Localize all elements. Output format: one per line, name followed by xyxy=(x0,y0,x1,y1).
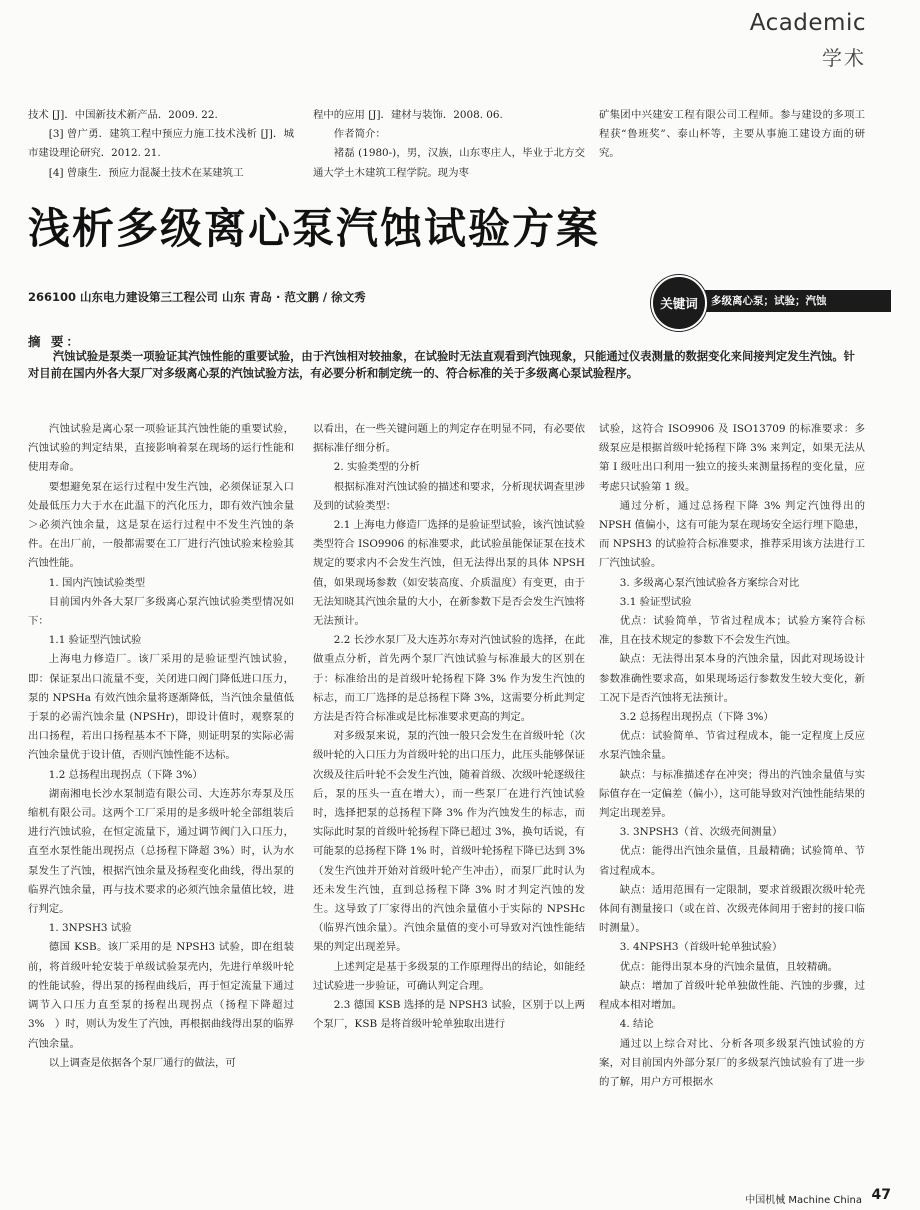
keywords-bar xyxy=(691,290,891,312)
paragraph: 优点：能得出泵本身的汽蚀余量值，且较精确。 xyxy=(619,960,838,973)
paragraph: 缺点：与标准描述存在冲突；得出的汽蚀余量值与实际值存在一定偏差（偏小），这可能导致对汽蚀性能结果的判定出现差异。 xyxy=(599,768,865,820)
paragraph: 汽蚀试验是离心泵一项验证其汽蚀性能的重要试验，汽蚀试验的判定结果，直接影响着泵在现场的运行性能和使用寿命。 xyxy=(28,423,294,474)
section-heading: 4. 结论 xyxy=(619,1018,654,1031)
paragraph: 对多级泵来说，泵的汽蚀一般只会发生在首级叶轮（次级叶轮的入口压力为首级叶轮的出口压力，此压头能够保证次级及往后叶轮不会发生汽蚀，随着首级、次级叶轮逐级往后，泵的压头一直在增大），而一些泵厂在进行汽蚀试验时，选择把泵的总扬程下降 3% 作为汽蚀发生的标志，而实际此时泵的首级叶轮扬程下降已超过 3%，换句话说，有可能泵的总扬程下降 1% 时，首级叶轮扬程下降已达到 3%（发生汽蚀并开始对首级叶轮产生冲击），而泵厂此时认为还未发生汽蚀，直到总扬程下降 3% 时才判定汽蚀的发生。这导致了厂家得出的汽蚀余量值小于实际的 NPSHc（临界汽蚀余量）。汽蚀余量值的变小可导致对汽蚀性能结果的判定出现差异。 xyxy=(313,730,585,954)
section-heading: 1.2 总扬程出现拐点（下降 3%） xyxy=(48,768,203,781)
abstract-label: 摘 要： xyxy=(28,334,82,349)
section-heading: 2. 实验类型的分析 xyxy=(333,461,420,474)
paragraph: 优点：能得出汽蚀余量值，且最精确；试验简单、节省过程成本。 xyxy=(599,845,865,877)
ref-line: 技术 [J]．中国新技术新产品．2009. 22. xyxy=(28,109,218,121)
paragraph: 优点：试验简单，节省过程成本；试验方案符合标准，且在技术规定的参数下不会发生汽蚀。 xyxy=(599,615,865,647)
body-col1 xyxy=(28,420,294,1073)
paragraph: 2.2 长沙水泵厂及大连苏尔寿对汽蚀试验的选择，在此做重点分析，首先两个泵厂汽蚀试验与标准最大的区别在于：标准给出的是首级叶轮扬程下降 3% 作为发生汽蚀的标志，而工厂选择的是总扬程下降 3%，这需要分析此判定方法是否符合标准或是比标准要求更高的判定。 xyxy=(313,634,585,724)
article-title: 浅析多级离心泵汽蚀试验方案 xyxy=(28,204,601,253)
section-heading: 3. 3NPSH3（首、次级壳间测量） xyxy=(619,826,783,839)
paragraph: 以上调查是依据各个泵厂通行的做法，可 xyxy=(48,1056,236,1069)
body-col2 xyxy=(313,420,585,1035)
paragraph: 以看出，在一些关键问题上的判定存在明显不同，有必要依据标准仔细分析。 xyxy=(313,423,585,455)
section-heading: 1. 国内汽蚀试验类型 xyxy=(48,576,146,589)
paragraph: 缺点：增加了首级叶轮单独做性能、汽蚀的步骤，过程成本相对增加。 xyxy=(599,979,865,1012)
paragraph: 湖南湘电长沙水泵制造有限公司、大连苏尔寿泵及压缩机有限公司。这两个工厂采用的是多级叶轮全部组装后进行汽蚀试验，在恒定流量下，通过调节阀门入口压力，直至水泵性能出现拐点（总扬程下降超 3%）时，认为水泵发生了汽蚀，根据汽蚀余量及扬程变化曲线，得出泵的临界汽蚀余量，再与技术要求的必须汽蚀余量值比较，进行判定。 xyxy=(28,787,294,916)
section-heading: 3. 4NPSH3（首级叶轮单独试验） xyxy=(619,941,783,954)
paragraph: 目前国内外各大泵厂多级离心泵汽蚀试验类型情况如下： xyxy=(28,595,294,628)
page-number: 47 xyxy=(871,1187,891,1203)
abstract-text: 汽蚀试验是泵类一项验证其汽蚀性能的重要试验，由于汽蚀相对较抽象，在试验时无法直观看到汽蚀现象，只能通过仪表测量的数据变化来间接判定发生汽蚀。针对目前在国内外各大泵厂对多级离心泵的汽蚀试验方法，有必要分析和制定统一的、符合标准的关于多级离心泵试验程序。 xyxy=(28,350,855,380)
paragraph: 优点：试验简单、节省过程成本，能一定程度上反应水泵汽蚀余量。 xyxy=(599,730,865,762)
keywords-text: 多级离心泵；试验；汽蚀 xyxy=(711,295,827,307)
paragraph: 要想避免泵在运行过程中发生汽蚀，必须保证泵入口处最低压力大于水在此温下的汽化压力，即有效汽蚀余量＞必须汽蚀余量，这是泵在运行过程中不发生汽蚀的条件。在出厂前，一般都需要在工厂进行汽蚀试验来检验其汽蚀性能。 xyxy=(28,480,294,570)
ref-line: 程中的应用 [J]．建材与装饰．2008. 06. xyxy=(313,109,503,121)
section-label-en: Academic xyxy=(749,10,866,36)
top-refs-col2 xyxy=(313,106,585,183)
author-intro: 褚磊 (1980-)，男，汉族，山东枣庄人，毕业于北方交通大学土木建筑工程学院。现为枣 xyxy=(313,147,585,179)
paragraph: 上海电力修造厂。该厂采用的是验证型汽蚀试验，即：保证泵出口流量不变，关闭进口阀门降低进口压力，泵的 NPSHa 有效汽蚀余量将逐渐降低，当汽蚀余量值低于泵的必需汽蚀余量 (NPSHr)，即设计值时，观察泵的出口扬程，若出口扬程基本不下降，则证明泵的实际必需汽蚀余量优于设计值，否则汽蚀性能不达标。 xyxy=(28,653,294,762)
section-label-cn: 学术 xyxy=(822,46,866,70)
paragraph: 2.3 德国 KSB 选择的是 NPSH3 试验，区别于以上两个泵厂，KSB 是将首级叶轮单独取出进行 xyxy=(313,999,585,1031)
section-heading: 1.1 验证型汽蚀试验 xyxy=(48,634,142,647)
author-intro-label: 作者简介： xyxy=(333,128,386,141)
paragraph: 德国 KSB。该厂采用的是 NPSH3 试验，即在组装前，将首级叶轮安装于单级试验泵壳内，先进行单级叶轮的性能试验，得出泵的扬程曲线后，再于恒定流量下通过调节入口压力直至泵的扬程出现拐点（扬程下降超过 3% ）时，则认为发生了汽蚀，再根据曲线得出泵的临界汽蚀余量。 xyxy=(28,941,294,1050)
section-heading: 3. 多级离心泵汽蚀试验各方案综合对比 xyxy=(619,576,800,589)
body-col3 xyxy=(599,420,865,1092)
paragraph: 2.1 上海电力修造厂选择的是验证型试验，该汽蚀试验类型符合 ISO9906 的标准要求，此试验虽能保证泵在技术规定的要求内不会发生汽蚀，但无法得出泵的具体 NPSH 值，如果现场参数（如安装高度、介质温度）有变更，由于无法知晓其汽蚀余量的大小，在新参数下是否会发生汽蚀将无法预计。 xyxy=(313,519,585,628)
paragraph: 试验，这符合 ISO9906 及 ISO13709 的标准要求：多级泵应是根据首级叶轮扬程下降 3% 来判定，如果无法从第 I 级吐出口利用一独立的接头来测量扬程的变化量，应考虑只试验第 1 级。 xyxy=(599,423,865,493)
section-heading: 1. 3NPSH3 试验 xyxy=(48,922,132,935)
top-refs-col3 xyxy=(599,106,865,164)
paragraph: 根据标准对汽蚀试验的描述和要求，分析现状调查里涉及到的试验类型： xyxy=(313,480,585,512)
paragraph: 缺点：无法得出泵本身的汽蚀余量，因此对现场设计参数准确性要求高，如果现场运行参数发生较大变化，新工况下是否汽蚀将无法预计。 xyxy=(599,653,865,704)
paragraph: 通过分析，通过总扬程下降 3% 判定汽蚀得出的 NPSH 值偏小，这有可能为泵在现场安全运行埋下隐患，而 NPSH3 的试验符合标准要求，推荐采用该方法进行工厂汽蚀试验。 xyxy=(599,499,865,570)
section-heading: 3.1 验证型试验 xyxy=(619,595,692,608)
author-intro-cont: 矿集团中兴建安工程有限公司工程师。参与建设的多项工程获“鲁班奖”、泰山杯等，主要从事施工建设方面的研究。 xyxy=(599,109,865,160)
ref-line: [3] 曾广勇．建筑工程中预应力施工技术浅析 [J]．城市建设理论研究．2012. 21. xyxy=(28,128,294,160)
journal-name: 中国机械 Machine China xyxy=(745,1195,862,1206)
section-heading: 3.2 总扬程出现拐点（下降 3%） xyxy=(619,711,774,724)
keywords-badge xyxy=(651,275,891,327)
keywords-label: 关键词 xyxy=(651,275,707,331)
top-refs-col1 xyxy=(28,106,294,183)
paragraph: 通过以上综合对比、分析各项多级泵汽蚀试验的方案，对目前国内外部分泵厂的多级泵汽蚀试验有了进一步的了解，用户方可根据水 xyxy=(599,1037,865,1088)
author-line: 266100 山东电力建设第三工程公司 山东 青岛 · 范文鹏 / 徐文秀 xyxy=(28,290,366,304)
paragraph: 上述判定是基于多级泵的工作原理得出的结论，如能经过试验进一步验证，可确认判定合理。 xyxy=(313,960,585,992)
ref-line: [4] 曾康生．预应力混凝土技术在某建筑工 xyxy=(48,166,244,179)
paragraph: 缺点：适用范围有一定限制，要求首级跟次级叶轮壳体间有测量接口（或在首、次级壳体间用于密封的接口临时测量）。 xyxy=(599,883,865,935)
